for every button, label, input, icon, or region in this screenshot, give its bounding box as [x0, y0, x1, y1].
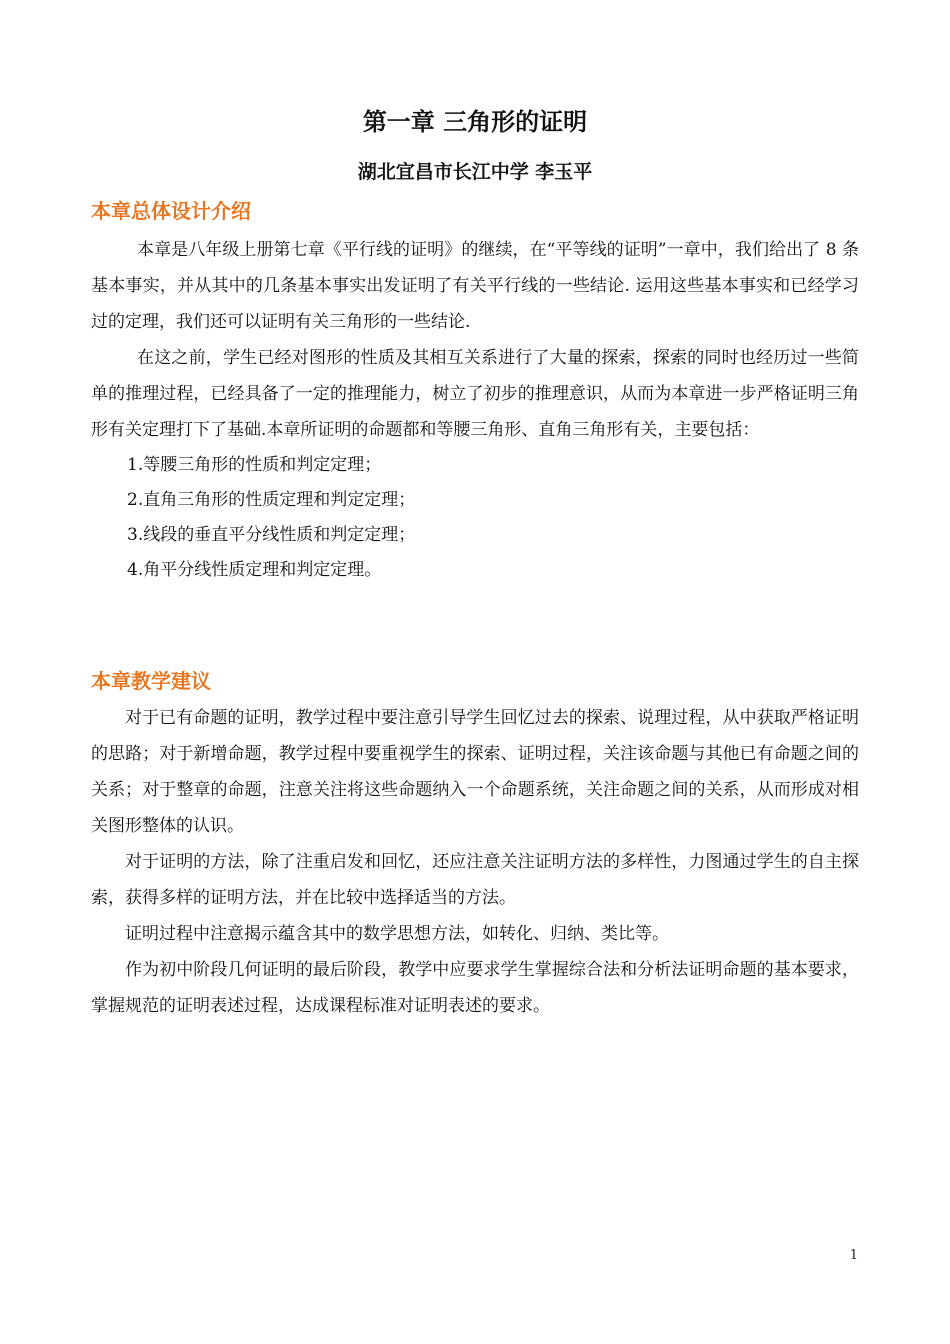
paragraph: 在这之前，学生已经对图形的性质及其相互关系进行了大量的探索，探索的同时也经历过一些简单的推理过程，已经具备了一定的推理能力，树立了初步的推理意识，从而为本章进一步严格证明三角形有关定理打下了基础.本章所证明的命题都和等腰三角形、直角三角形有关，主要包括： — [91, 348, 859, 440]
paragraph: 证明过程中注意揭示蕴含其中的数学思想方法，如转化、归纳、类比等。 — [125, 924, 669, 944]
chapter-title: 第一章 三角形的证明 — [362, 108, 588, 136]
list-item: 2.直角三角形的性质定理和判定定理； — [127, 490, 416, 510]
section-heading-overall-design: 本章总体设计介绍 — [91, 199, 251, 223]
list-item: 1.等腰三角形的性质和判定定理； — [127, 455, 382, 475]
section-body-overall-design — [91, 232, 859, 588]
paragraph: 作为初中阶段几何证明的最后阶段，教学中应要求学生掌握综合法和分析法证明命题的基本要求，掌握规范的证明表述过程，达成课程标准对证明表述的要求。 — [91, 960, 859, 1016]
section-body-teaching-advice — [91, 700, 859, 1024]
page-number: 1 — [849, 1248, 858, 1263]
author-line: 湖北宜昌市长江中学 李玉平 — [357, 161, 593, 183]
list-item: 3.线段的垂直平分线性质和判定定理； — [127, 525, 416, 545]
list-item: 4.角平分线性质定理和判定定理。 — [127, 560, 382, 580]
section-heading-teaching-advice: 本章教学建议 — [91, 669, 211, 693]
paragraph: 对于证明的方法，除了注重启发和回忆，还应注意关注证明方法的多样性，力图通过学生的自主探索，获得多样的证明方法，并在比较中选择适当的方法。 — [91, 852, 859, 908]
paragraph: 本章是八年级上册第七章《平行线的证明》的继续，在“平等线的证明”一章中，我们给出了 8 条基本事实，并从其中的几条基本事实出发证明了有关平行线的一些结论. 运用这些基本事实和已经学习过的定理，我们还可以证明有关三角形的一些结论. — [91, 240, 859, 332]
paragraph: 对于已有命题的证明，教学过程中要注意引导学生回忆过去的探索、说理过程，从中获取严格证明的思路；对于新增命题，教学过程中要重视学生的探索、证明过程，关注该命题与其他已有命题之间的关系；对于整章的命题，注意关注将这些命题纳入一个命题系统，关注命题之间的关系，从而形成对相关图形整体的认识。 — [91, 708, 859, 836]
theorem-list — [91, 448, 859, 588]
